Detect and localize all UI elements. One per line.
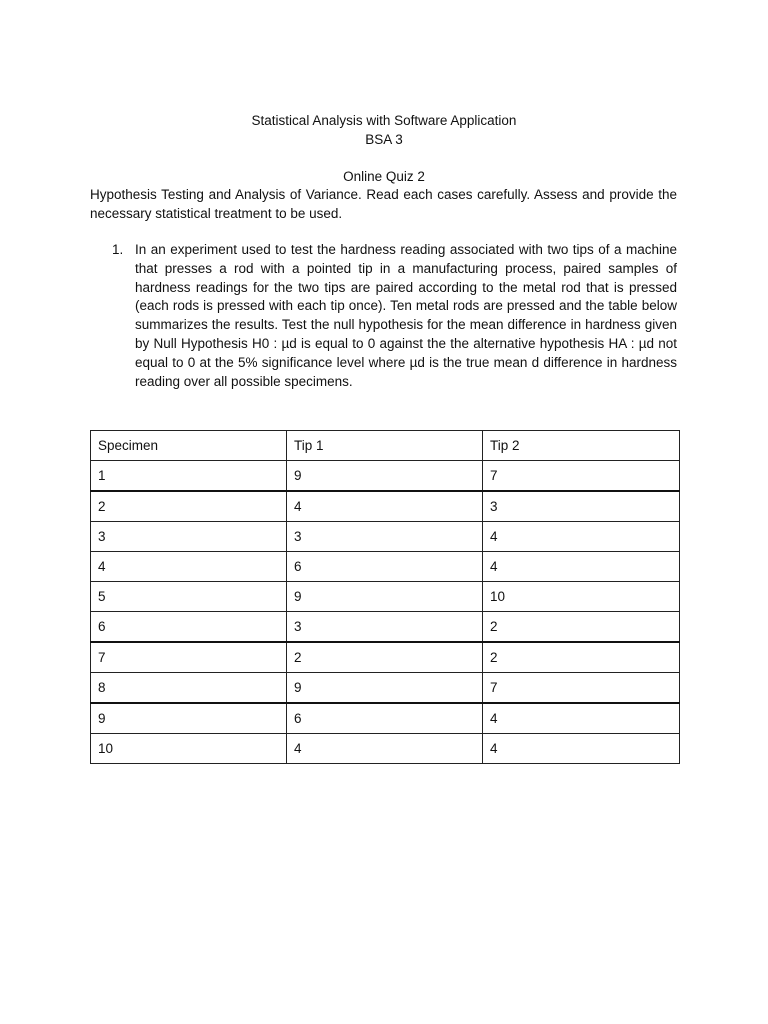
course-title: Statistical Analysis with Software Application (251, 113, 517, 128)
tip-2-cell: 7 (483, 673, 680, 704)
specimen-cell: 3 (91, 522, 287, 552)
table-row (91, 552, 680, 582)
intro-paragraph: Hypothesis Testing and Analysis of Variance. Read each cases carefully. Assess and provide the necessary statistical treatment to be used. (90, 187, 677, 221)
table-row (91, 461, 680, 492)
data-table (90, 430, 680, 764)
tip-1-cell: 3 (287, 612, 483, 643)
header-specimen: Specimen (91, 431, 287, 461)
quiz-title: Online Quiz 2 (343, 169, 425, 184)
tip-2-cell: 3 (483, 491, 680, 522)
tip-2-cell: 7 (483, 461, 680, 492)
tip-1-cell: 9 (287, 582, 483, 612)
tip-2-cell: 2 (483, 642, 680, 673)
table-row (91, 582, 680, 612)
tip-2-cell: 2 (483, 612, 680, 643)
section-label: BSA 3 (365, 132, 403, 147)
tip-1-cell: 3 (287, 522, 483, 552)
tip-1-cell: 9 (287, 673, 483, 704)
tip-1-cell: 6 (287, 552, 483, 582)
header-tip-2: Tip 2 (483, 431, 680, 461)
tip-2-cell: 4 (483, 703, 680, 734)
specimen-cell: 7 (91, 642, 287, 673)
specimen-cell: 4 (91, 552, 287, 582)
table-row (91, 522, 680, 552)
specimen-cell: 1 (91, 461, 287, 492)
specimen-cell: 9 (91, 703, 287, 734)
table-row (91, 642, 680, 673)
question-item (90, 241, 677, 391)
tip-2-cell: 10 (483, 582, 680, 612)
specimen-cell: 5 (91, 582, 287, 612)
tip-2-cell: 4 (483, 522, 680, 552)
table-header-row (91, 431, 680, 461)
table-row (91, 491, 680, 522)
table-row (91, 703, 680, 734)
table-row (91, 673, 680, 704)
tip-1-cell: 4 (287, 491, 483, 522)
specimen-cell: 10 (91, 734, 287, 764)
specimen-cell: 2 (91, 491, 287, 522)
header-tip-1: Tip 1 (287, 431, 483, 461)
tip-1-cell: 9 (287, 461, 483, 492)
tip-1-cell: 4 (287, 734, 483, 764)
specimen-cell: 8 (91, 673, 287, 704)
specimen-cell: 6 (91, 612, 287, 643)
tip-1-cell: 2 (287, 642, 483, 673)
tip-2-cell: 4 (483, 734, 680, 764)
question-number: 1. (112, 242, 124, 257)
tip-1-cell: 6 (287, 703, 483, 734)
tip-2-cell: 4 (483, 552, 680, 582)
question-text: In an experiment used to test the hardness reading associated with two tips of a machine that presses a rod with a pointed tip in a manufacturing process, paired samples of hardness readings for the two tips are paired according to the metal rod that is pressed (each rods is pressed with each tip once). Ten metal rods are pressed and the table below summarizes the results. Test the null hypothesis for the mean difference in hardness given by Null Hypothesis H0 : µd is equal to 0 against the the alternative hypothesis HA : µd not equal to 0 at the 5% significance level where µd is the true mean d difference in hardness reading over all possible specimens. (135, 242, 677, 389)
table-row (91, 734, 680, 764)
table-row (91, 612, 680, 643)
